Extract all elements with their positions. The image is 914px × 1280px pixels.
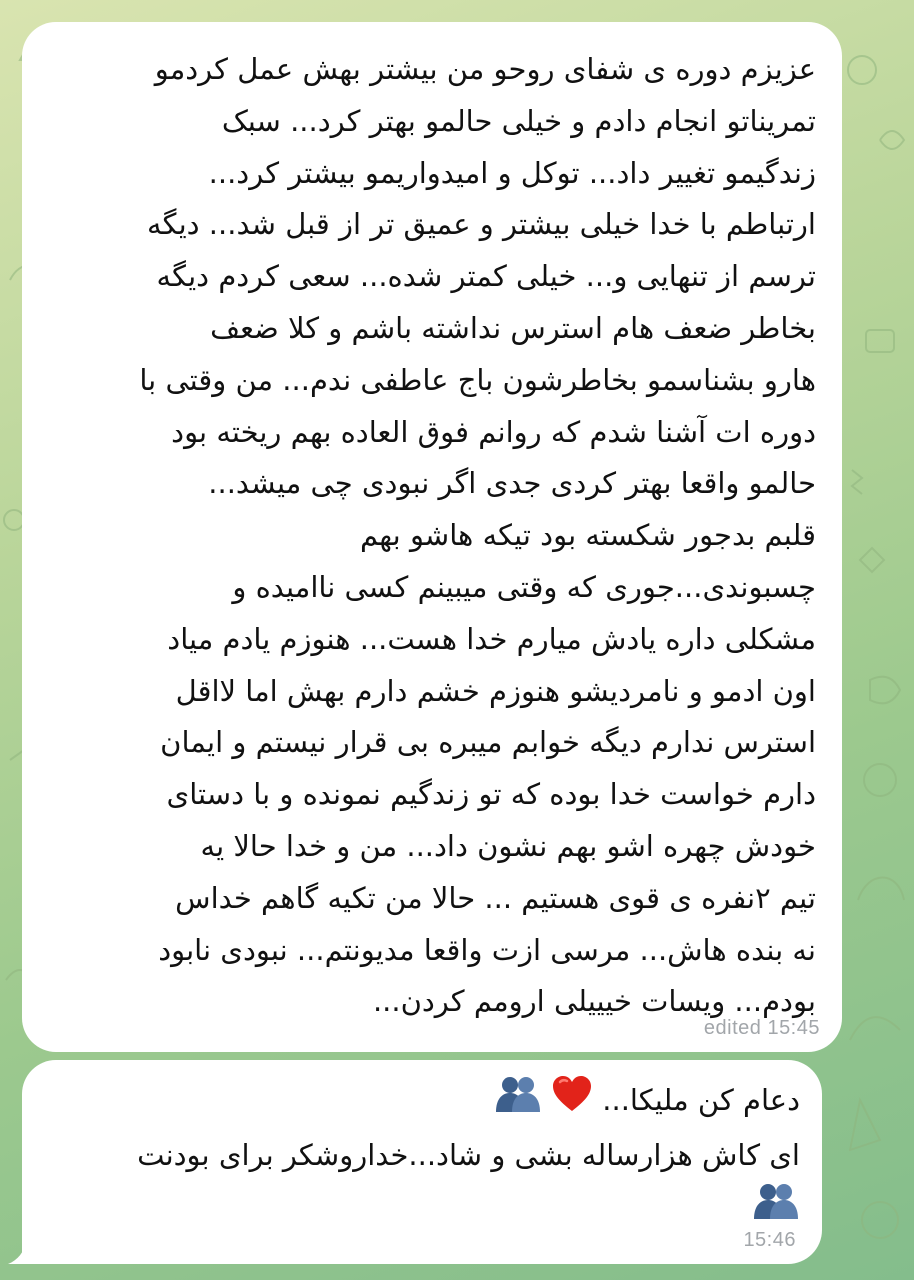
message-line: ترسم از تنهایی و... خیلی کمتر شده... سعی کردم دیگه — [156, 259, 816, 294]
message-line: چسبوندی...جوری که وقتی میبینم کسی ناامیده و — [232, 569, 816, 604]
message-line: استرس ندارم دیگه خوابم میبره بی قرار نیستم و ایمان — [160, 725, 816, 760]
message-line: نه بنده هاش... مرسی ازت واقعا مدیونتم... نبودی نابود — [158, 932, 816, 967]
message-line: خودش چهره اشو بهم نشون داد... من و خدا حالا یه — [200, 828, 816, 863]
message-text — [48, 44, 816, 1028]
message-line — [44, 1183, 800, 1231]
message-timestamp: 15:46 — [743, 1229, 796, 1251]
message-bubble-received[interactable] — [22, 22, 842, 1052]
message-line: حالمو واقعا بهتر کردی جدی اگر نبودی چی میشد... — [208, 466, 816, 501]
message-line: تیم ۲نفره ی قوی هستیم ... حالا من تکیه گاهم خداس — [175, 880, 816, 915]
red-heart-icon — [551, 1075, 593, 1129]
message-line: تمریناتو انجام دادم و خیلی حالمو بهتر کرد... سبک — [221, 103, 816, 138]
message-line: عزیزم دوره ی شفای روحو من بیشتر بهش عمل کردمو — [154, 52, 816, 86]
message-line: بخاطر ضعف هام استرس نداشته باشم و کلا ضعف — [210, 310, 816, 345]
message-line: هارو بشناسمو بخاطرشون باج عاطفی ندم... من وقتی با — [139, 362, 816, 397]
message-line: بودم... ویسات خیییلی ارومم کردن... — [372, 984, 816, 1019]
message-line — [44, 1074, 800, 1129]
message-line: ارتباطم با خدا خیلی بیشتر و عمیق تر از قبل شد... دیگه — [147, 207, 816, 242]
message-line: قلبم بدجور شکسته بود تیکه هاشو بهم — [359, 518, 816, 553]
people-hugging-icon — [752, 1183, 800, 1223]
message-line: زندگیمو تغییر داد... توکل و امیدواریمو بیشتر کرد... — [208, 155, 816, 190]
message-line-text: دعام کن ملیکا... — [602, 1083, 800, 1117]
message-bubble-received[interactable] — [22, 1060, 822, 1264]
message-line: مشکلی داره یادش میارم خدا هست... هنوزم یادم میاد — [167, 621, 816, 656]
message-line: ای کاش هزارساله بشی و شاد...خداروشکر برای بودنت — [137, 1138, 800, 1172]
people-hugging-icon — [494, 1076, 542, 1128]
message-line: دوره ات آشنا شدم که روانم فوق العاده بهم ریخته بود — [171, 414, 816, 449]
message-line: اون ادمو و نامردیشو هنوزم خشم دارم بهش اما لااقل — [175, 673, 816, 708]
message-timestamp: edited 15:45 — [703, 1017, 820, 1039]
message-line: دارم خواست خدا بوده که تو زندگیم نمونده و با دستای — [166, 777, 816, 812]
bubble-tail — [8, 1242, 38, 1264]
